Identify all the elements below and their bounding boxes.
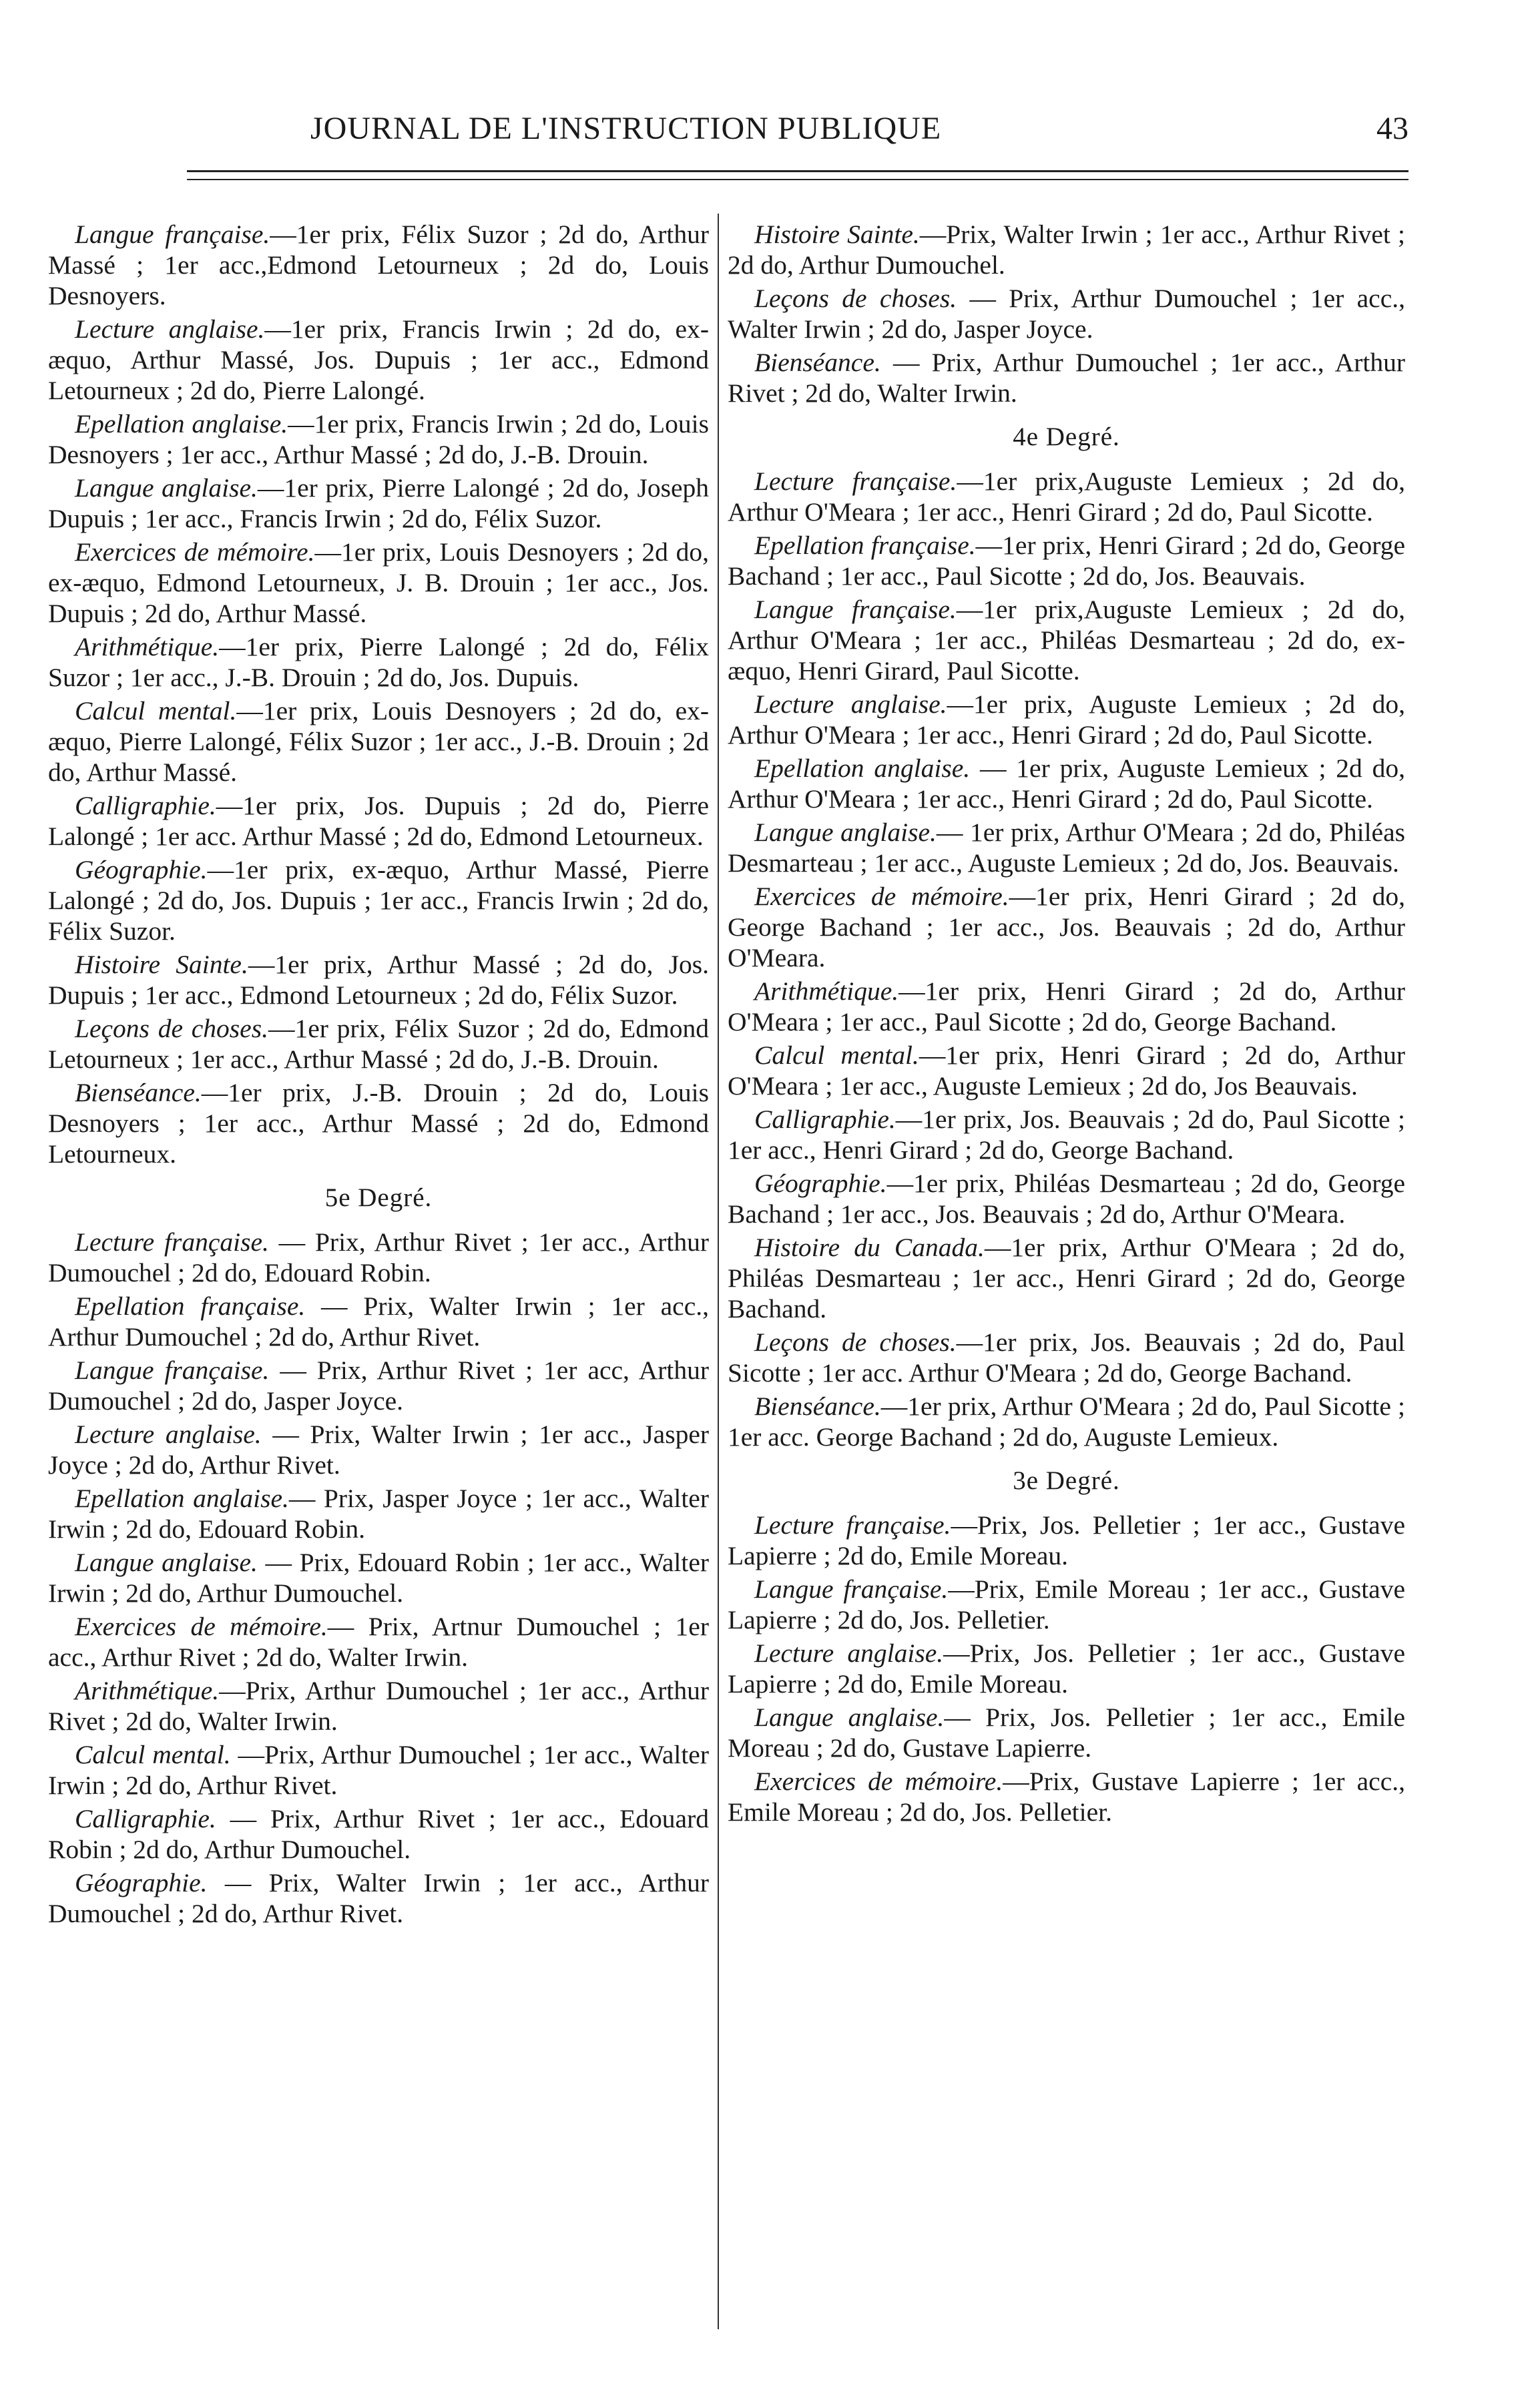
prize-details: —Prix, Walter Irwin ; 1er acc., Arthur Rivet ; 2d do, Arthur Dumouchel. xyxy=(728,220,1405,280)
prize-entry xyxy=(48,1355,709,1416)
right-column xyxy=(728,219,1405,1830)
subject-name: Exercices de mémoire. xyxy=(75,1612,328,1641)
prize-entry xyxy=(48,219,709,311)
prize-entry xyxy=(728,753,1405,814)
prize-entry xyxy=(728,1702,1405,1763)
subject-name: Lecture anglaise. xyxy=(754,1638,944,1668)
prize-entry xyxy=(728,530,1405,591)
subject-name: Calcul mental. xyxy=(754,1040,919,1070)
grade-heading: 4e Degré. xyxy=(1013,422,1120,451)
prize-entry xyxy=(48,790,709,852)
subject-name: Exercices de mémoire. xyxy=(75,537,315,567)
prize-details: —1er prix, Arthur O'Meara ; 2d do, Philéas Desmarteau ; 1er acc., Henri Girard ; 2d do, George Bachand. xyxy=(728,1233,1405,1323)
prize-details: — Prix, Walter Irwin ; 1er acc., Arthur Dumouchel ; 2d do, Arthur Rivet. xyxy=(48,1868,709,1928)
prize-details: —1er prix, Jos. Beauvais ; 2d do, Paul Sicotte ; 1er acc., Henri Girard ; 2d do, George Bachand. xyxy=(728,1105,1405,1165)
prize-details: —1er prix, ex-æquo, Arthur Massé, Pierre Lalongé ; 2d do, Jos. Dupuis ; 1er acc., Francis Irwin ; 2d do, Félix Suzor. xyxy=(48,855,709,946)
subject-name: Géographie. xyxy=(75,1868,208,1897)
page-number: 43 xyxy=(1376,111,1408,146)
prize-entry xyxy=(48,1291,709,1352)
prize-details: —1er prix, Philéas Desmarteau ; 2d do, George Bachand ; 1er acc., Jos. Beauvais ; 2d do, Arthur O'Meara. xyxy=(728,1169,1405,1229)
prize-details: — Prix, Walter Irwin ; 1er acc., Jasper Joyce ; 2d do, Arthur Rivet. xyxy=(48,1420,709,1480)
subject-name: Bienséance. xyxy=(75,1078,202,1107)
prize-entry xyxy=(48,473,709,534)
subject-name: Epellation française. xyxy=(754,531,976,560)
prize-details: — Prix, Artnur Dumouchel ; 1er acc., Arthur Rivet ; 2d do, Walter Irwin. xyxy=(48,1612,709,1672)
prize-details: —1er prix, Arthur Massé ; 2d do, Jos. Dupuis ; 1er acc., Edmond Letourneux ; 2d do, Félix Suzor. xyxy=(48,950,709,1010)
prize-entry xyxy=(48,1803,709,1865)
prize-details: —1er prix, J.-B. Drouin ; 2d do, Louis Desnoyers ; 1er acc., Arthur Massé ; 2d do, Edmond Letourneux. xyxy=(48,1078,709,1169)
prize-details: —Prix, Gustave Lapierre ; 1er acc., Emile Moreau ; 2d do, Jos. Pelletier. xyxy=(728,1767,1405,1827)
prize-details: —Prix, Arthur Dumouchel ; 1er acc., Arthur Rivet ; 2d do, Walter Irwin. xyxy=(48,1676,709,1736)
subject-name: Epellation anglaise. xyxy=(754,754,971,783)
header-rule-thin xyxy=(187,179,1408,180)
prize-entry xyxy=(48,1227,709,1288)
prize-details: — Prix, Walter Irwin ; 1er acc., Arthur Dumouchel ; 2d do, Arthur Rivet. xyxy=(48,1291,709,1351)
subject-name: Arithmétique. xyxy=(75,632,220,661)
subject-name: Langue anglaise. xyxy=(754,818,937,847)
subject-name: Langue française. xyxy=(75,1356,270,1385)
prize-entry xyxy=(728,1510,1405,1571)
subject-name: Lecture française. xyxy=(754,467,957,496)
prize-entry xyxy=(728,594,1405,686)
subject-name: Arithmétique. xyxy=(75,1676,220,1705)
grade-heading: 3e Degré. xyxy=(1013,1466,1120,1495)
column-divider xyxy=(718,214,719,2329)
prize-entry xyxy=(728,466,1405,527)
grade-heading: 5e Degré. xyxy=(324,1183,433,1212)
prize-details: —Prix, Jos. Pelletier ; 1er acc., Gustave Lapierre ; 2d do, Emile Moreau. xyxy=(728,1510,1405,1570)
subject-name: Calcul mental. xyxy=(75,1740,231,1769)
prize-entry xyxy=(728,219,1405,280)
prize-details: — 1er prix, Arthur O'Meara ; 2d do, Philéas Desmarteau ; 1er acc., Auguste Lemieux ; 2d do, Jos. Beauvais. xyxy=(728,818,1405,878)
left-column xyxy=(48,219,709,1931)
subject-name: Histoire du Canada. xyxy=(754,1233,985,1262)
subject-name: Langue française. xyxy=(75,220,270,249)
subject-name: Arithmétique. xyxy=(754,976,899,1006)
prize-entry xyxy=(728,1574,1405,1635)
page-header xyxy=(187,103,1408,157)
prize-entry xyxy=(48,1077,709,1169)
prize-details: —1er prix, Pierre Lalongé ; 2d do, Joseph Dupuis ; 1er acc., Francis Irwin ; 2d do, Félix Suzor. xyxy=(48,473,710,533)
subject-name: Langue anglaise. xyxy=(75,1548,258,1577)
subject-name: Leçons de choses. xyxy=(75,1014,268,1043)
prize-entry xyxy=(728,689,1405,750)
prize-entry xyxy=(48,537,709,629)
prize-entry xyxy=(48,1675,709,1737)
prize-entry xyxy=(728,1040,1405,1101)
subject-name: Leçons de choses. xyxy=(754,1327,957,1357)
prize-entry xyxy=(728,1168,1405,1229)
subject-name: Leçons de choses. xyxy=(754,284,957,313)
prize-details: — Prix, Arthur Rivet ; 1er acc., Arthur Dumouchel ; 2d do, Edouard Robin. xyxy=(48,1227,710,1287)
prize-details: —1er prix, Louis Desnoyers ; 2d do, ex-æquo, Pierre Lalongé, Félix Suzor ; 1er acc., J.-B. Drouin ; 2d do, Arthur Massé. xyxy=(48,696,710,787)
prize-entry xyxy=(48,1547,709,1608)
prize-entry xyxy=(728,817,1405,878)
prize-entry xyxy=(728,1391,1405,1452)
prize-entry xyxy=(48,408,709,470)
prize-entry xyxy=(728,1766,1405,1827)
prize-details: —Prix, Emile Moreau ; 1er acc., Gustave Lapierre ; 2d do, Jos. Pelletier. xyxy=(728,1574,1405,1634)
prize-entry xyxy=(728,1232,1405,1324)
prize-entry xyxy=(48,1739,709,1801)
subject-name: Lecture anglaise. xyxy=(75,1420,262,1449)
prize-details: —1er prix, Arthur O'Meara ; 2d do, Paul Sicotte ; 1er acc. George Bachand ; 2d do, Auguste Lemieux. xyxy=(728,1392,1405,1452)
subject-name: Bienséance. xyxy=(754,1392,881,1421)
prize-entry xyxy=(48,631,709,693)
subject-name: Calcul mental. xyxy=(75,696,237,725)
prize-entry xyxy=(728,347,1405,408)
subject-name: Epellation anglaise. xyxy=(75,1484,289,1513)
prize-details: —Prix, Jos. Pelletier ; 1er acc., Gustave Lapierre ; 2d do, Emile Moreau. xyxy=(728,1638,1406,1699)
prize-entry xyxy=(728,1327,1405,1388)
prize-details: —1er prix, Auguste Lemieux ; 2d do, Arthur O'Meara ; 1er acc., Henri Girard ; 2d do, Paul Sicotte. xyxy=(728,689,1405,749)
prize-details: —Prix, Arthur Dumouchel ; 1er acc., Walter Irwin ; 2d do, Arthur Rivet. xyxy=(48,1740,709,1800)
prize-details: —1er prix, Francis Irwin ; 2d do, Louis Desnoyers ; 1er acc., Arthur Massé ; 2d do, J.-B. Drouin. xyxy=(48,409,709,469)
prize-details: —1er prix, Jos. Beauvais ; 2d do, Paul Sicotte ; 1er acc. Arthur O'Meara ; 2d do, George Bachand. xyxy=(728,1327,1406,1388)
subject-name: Epellation française. xyxy=(75,1291,306,1321)
subject-name: Langue française. xyxy=(754,595,957,624)
prize-entry xyxy=(48,695,709,788)
subject-name: Epellation anglaise. xyxy=(75,409,288,438)
prize-entry xyxy=(48,314,709,406)
prize-details: — Prix, Arthur Rivet ; 1er acc, Arthur Dumouchel ; 2d do, Jasper Joyce. xyxy=(48,1356,710,1416)
prize-entry xyxy=(48,1419,709,1480)
prize-details: — Prix, Arthur Dumouchel ; 1er acc., Walter Irwin ; 2d do, Jasper Joyce. xyxy=(728,284,1405,344)
subject-name: Calligraphie. xyxy=(75,1804,216,1833)
subject-name: Exercices de mémoire. xyxy=(754,1767,1003,1796)
subject-name: Lecture anglaise. xyxy=(75,314,265,344)
subject-name: Lecture anglaise. xyxy=(754,689,947,719)
prize-details: —1er prix, Jos. Dupuis ; 2d do, Pierre Lalongé ; 1er acc. Arthur Massé ; 2d do, Edmond Letourneux. xyxy=(48,791,709,851)
prize-entry xyxy=(48,1867,709,1929)
prize-details: — Prix, Jasper Joyce ; 1er acc., Walter Irwin ; 2d do, Edouard Robin. xyxy=(48,1484,709,1544)
subject-name: Langue anglaise. xyxy=(75,473,258,503)
prize-entry xyxy=(48,1483,709,1544)
subject-name: Exercices de mémoire. xyxy=(754,882,1009,911)
prize-details: —1er prix, Louis Desnoyers ; 2d do, ex-æquo, Edmond Letourneux, J. B. Drouin ; 1er acc., Jos. Dupuis ; 2d do, Arthur Massé. xyxy=(48,537,710,628)
prize-details: — Prix, Jos. Pelletier ; 1er acc., Emile Moreau ; 2d do, Gustave Lapierre. xyxy=(728,1703,1406,1763)
subject-name: Bienséance. xyxy=(754,348,881,377)
prize-details: —1er prix, Henri Girard ; 2d do, George Bachand ; 1er acc., Paul Sicotte ; 2d do, Jos. Beauvais. xyxy=(728,531,1405,591)
prize-entry xyxy=(728,881,1405,973)
prize-details: —1er prix,Auguste Lemieux ; 2d do, Arthur O'Meara ; 1er acc., Henri Girard ; 2d do, Paul Sicotte. xyxy=(728,467,1405,527)
subject-name: Lecture française. xyxy=(75,1227,269,1257)
subject-name: Histoire Sainte. xyxy=(754,220,920,249)
prize-details: —1er prix,Auguste Lemieux ; 2d do, Arthur O'Meara ; 1er acc., Philéas Desmarteau ; 2d do, ex-æquo, Henri Girard, Paul Sicotte. xyxy=(728,595,1405,685)
prize-details: —1er prix, Henri Girard ; 2d do, Arthur O'Meara ; 1er acc., Paul Sicotte ; 2d do, George Bachand. xyxy=(728,976,1405,1036)
prize-details: — 1er prix, Auguste Lemieux ; 2d do, Arthur O'Meara ; 1er acc., Henri Girard ; 2d do, Paul Sicotte. xyxy=(728,754,1405,814)
prize-entry xyxy=(728,976,1405,1037)
prize-details: —1er prix, Francis Irwin ; 2d do, ex-æquo, Arthur Massé, Jos. Dupuis ; 1er acc., Edmond Letourneux ; 2d do, Pierre Lalongé. xyxy=(48,314,709,405)
prize-entry xyxy=(48,854,709,946)
prize-details: —1er prix, Pierre Lalongé ; 2d do, Félix Suzor ; 1er acc., J.-B. Drouin ; 2d do, Jos. Dupuis. xyxy=(48,632,709,692)
prize-entry xyxy=(48,1611,709,1673)
subject-name: Histoire Sainte. xyxy=(75,950,248,979)
subject-name: Langue française. xyxy=(754,1574,949,1604)
prize-details: — Prix, Arthur Dumouchel ; 1er acc., Arthur Rivet ; 2d do, Walter Irwin. xyxy=(728,348,1405,408)
prize-details: — Prix, Edouard Robin ; 1er acc., Walter Irwin ; 2d do, Arthur Dumouchel. xyxy=(48,1548,710,1608)
prize-entry xyxy=(728,283,1405,344)
subject-name: Lecture française. xyxy=(754,1510,951,1540)
prize-details: — Prix, Arthur Rivet ; 1er acc., Edouard Robin ; 2d do, Arthur Dumouchel. xyxy=(48,1804,709,1864)
prize-details: —1er prix, Félix Suzor ; 2d do, Arthur Massé ; 1er acc.,Edmond Letourneux ; 2d do, Louis Desnoyers. xyxy=(48,220,709,310)
prize-entry xyxy=(728,1638,1405,1699)
subject-name: Calligraphie. xyxy=(754,1105,896,1134)
header-rule-thick xyxy=(187,170,1408,172)
subject-name: Géographie. xyxy=(754,1169,887,1198)
prize-entry xyxy=(48,949,709,1010)
subject-name: Géographie. xyxy=(75,855,208,884)
subject-name: Langue anglaise. xyxy=(754,1703,945,1732)
prize-details: —1er prix, Henri Girard ; 2d do, Arthur O'Meara ; 1er acc., Auguste Lemieux ; 2d do, Jos Beauvais. xyxy=(728,1040,1405,1101)
journal-title: JOURNAL DE L'INSTRUCTION PUBLIQUE xyxy=(310,111,942,146)
prize-entry xyxy=(728,1104,1405,1165)
prize-details: —1er prix, Henri Girard ; 2d do, George Bachand ; 1er acc., Jos. Beauvais ; 2d do, Arthur O'Meara. xyxy=(728,882,1405,972)
prize-details: —1er prix, Félix Suzor ; 2d do, Edmond Letourneux ; 1er acc., Arthur Massé ; 2d do, J.-B. Drouin. xyxy=(48,1014,709,1074)
subject-name: Calligraphie. xyxy=(75,791,216,820)
prize-entry xyxy=(48,1013,709,1075)
